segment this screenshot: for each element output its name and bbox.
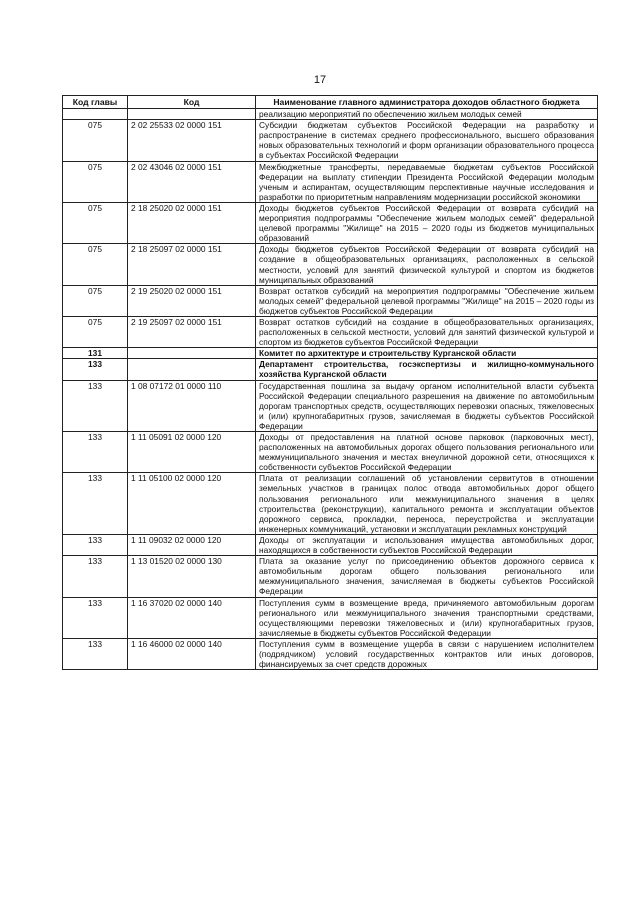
chapter-code-cell: 075 — [63, 202, 128, 243]
header-code: Код — [128, 96, 256, 109]
page-number: 17 — [313, 74, 327, 86]
table-row — [63, 380, 598, 431]
chapter-code-cell: 075 — [63, 161, 128, 202]
administrator-name-cell: Поступления сумм в возмещение вреда, причиняемого автомобильным дорогам регионального или межмуниципального значения транспортными средствами, осуществляющими перевозки тяжеловесных и (или) крупногабаритных грузов, зачисляемые в бюджеты субъектов Российской Федерации — [256, 597, 598, 638]
table-row — [63, 109, 598, 120]
administrator-name-cell: Плата от реализации соглашений об установлении сервитутов в отношении земельных участков в границах полос отвода автомобильных дорог общего пользования регионального или межмуниципального значения в целях строительства (реконструкции), капитального ремонта и эксплуатации объектов дорожного сервиса, прокладки, переноса, переустройства и эксплуатации инженерных коммуникаций, установки и эксплуатации рекламных конструкций — [256, 473, 598, 535]
table-row — [63, 161, 598, 202]
budget-code-cell: 2 18 25097 02 0000 151 — [128, 244, 256, 285]
header-chapter-code: Код главы — [63, 96, 128, 109]
administrator-name-cell: Возврат остатков субсидий на мероприятия подпрограммы "Обеспечение жильем молодых семей" федеральной целевой программы "Жилище" на 2015 – 2020 годы из бюджетов субъектов Российской Федерации — [256, 285, 598, 316]
chapter-code-cell: 133 — [63, 380, 128, 431]
budget-code-cell: 2 02 25533 02 0000 151 — [128, 120, 256, 161]
budget-code-cell: 2 19 25097 02 0000 151 — [128, 316, 256, 347]
table-header-row — [63, 96, 598, 109]
header-administrator-name: Наименование главного администратора доходов областного бюджета — [256, 96, 598, 109]
table-section-row — [63, 348, 598, 359]
chapter-code-cell: 075 — [63, 244, 128, 285]
budget-code-cell: 1 11 05100 02 0000 120 — [128, 473, 256, 535]
budget-code-cell: 1 16 37020 02 0000 140 — [128, 597, 256, 638]
administrator-name-cell: Субсидии бюджетам субъектов Российской Федерации на разработку и распространение в системах среднего профессионального, высшего образования новых образовательных технологий и форм организации образовательного процесса в субъектах Российской Федерации — [256, 120, 598, 161]
chapter-code-cell: 075 — [63, 285, 128, 316]
table-row — [63, 202, 598, 243]
budget-code-cell: 1 16 46000 02 0000 140 — [128, 638, 256, 669]
table-row — [63, 285, 598, 316]
administrator-name-cell: Возврат остатков субсидий на создание в общеобразовательных организациях, расположенных в сельской местности, условий для занятий физической культурой и спортом из бюджетов субъектов Российской Федерации — [256, 316, 598, 347]
budget-code-cell — [128, 348, 256, 359]
budget-code-cell — [128, 109, 256, 120]
administrator-name-cell: реализацию мероприятий по обеспечению жильем молодых семей — [256, 109, 598, 120]
table-row — [63, 120, 598, 161]
budget-code-cell: 1 11 09032 02 0000 120 — [128, 534, 256, 555]
chapter-code-cell: 131 — [63, 348, 128, 359]
administrator-name-cell: Плата за оказание услуг по присоединению объектов дорожного сервиса к автомобильным дорогам общего пользования регионального или межмуниципального значения, зачисляемая в бюджеты субъектов Российской Федерации — [256, 556, 598, 597]
table-row — [63, 432, 598, 473]
table-row — [63, 534, 598, 555]
chapter-code-cell: 133 — [63, 359, 128, 380]
table-row — [63, 316, 598, 347]
table-row — [63, 556, 598, 597]
administrator-name-cell: Доходы бюджетов субъектов Российской Федерации от возврата субсидий на мероприятия подпрограммы "Обеспечение жильем молодых семей" федеральной целевой программы "Жилище" на 2015 – 2020 годы из бюджетов муниципальных образований — [256, 202, 598, 243]
budget-code-cell: 2 02 43046 02 0000 151 — [128, 161, 256, 202]
chapter-code-cell — [63, 109, 128, 120]
administrator-name-cell: Поступления сумм в возмещение ущерба в связи с нарушением исполнителем (подрядчиком) условий государственных контрактов или иных договоров, финансируемых за счет средств дорожных — [256, 638, 598, 669]
administrator-name-cell: Комитет по архитектуре и строительству Курганской области — [256, 348, 598, 359]
administrator-name-cell: Межбюджетные трансферты, передаваемые бюджетам субъектов Российской Федерации на выплату стипендии Президента Российской Федерации молодым ученым и аспирантам, осуществляющим перспективные научные исследования и разработки по приоритетным направлениям модернизации российской экономики — [256, 161, 598, 202]
chapter-code-cell: 133 — [63, 638, 128, 669]
administrator-name-cell: Департамент строительства, госэкспертизы и жилищно-коммунального хозяйства Курганской области — [256, 359, 598, 380]
administrator-name-cell: Доходы бюджетов субъектов Российской Федерации от возврата субсидий на создание в общеобразовательных организациях, расположенных в сельской местности, условий для занятий физической культурой и спортом из бюджетов муниципальных образований — [256, 244, 598, 285]
budget-code-cell: 1 08 07172 01 0000 110 — [128, 380, 256, 431]
chapter-code-cell: 133 — [63, 432, 128, 473]
administrator-name-cell: Государственная пошлина за выдачу органом исполнительной власти субъекта Российской Федерации специального разрешения на движение по автомобильным дорогам транспортных средств, осуществляющих перевозки опасных, тяжеловесных и (или) крупногабаритных грузов, зачисляемая в бюджеты субъектов Российской Федерации — [256, 380, 598, 431]
chapter-code-cell: 133 — [63, 556, 128, 597]
chapter-code-cell: 075 — [63, 316, 128, 347]
budget-code-cell — [128, 359, 256, 380]
budget-code-cell: 1 13 01520 02 0000 130 — [128, 556, 256, 597]
administrator-name-cell: Доходы от предоставления на платной основе парковок (парковочных мест), расположенных на автомобильных дорогах общего пользования регионального или межмуниципального значения и местах внеуличной дорожной сети, относящихся к собственности субъектов Российской Федерации — [256, 432, 598, 473]
revenue-administrators-table — [62, 95, 598, 670]
table-row — [63, 638, 598, 669]
administrator-name-cell: Доходы от эксплуатации и использования имущества автомобильных дорог, находящихся в собственности субъектов Российской Федерации — [256, 534, 598, 555]
chapter-code-cell: 133 — [63, 534, 128, 555]
table-row — [63, 473, 598, 535]
budget-code-cell: 2 18 25020 02 0000 151 — [128, 202, 256, 243]
chapter-code-cell: 075 — [63, 120, 128, 161]
budget-code-cell: 2 19 25020 02 0000 151 — [128, 285, 256, 316]
table-row — [63, 597, 598, 638]
budget-code-cell: 1 11 05091 02 0000 120 — [128, 432, 256, 473]
table-row — [63, 244, 598, 285]
chapter-code-cell: 133 — [63, 473, 128, 535]
chapter-code-cell: 133 — [63, 597, 128, 638]
table-section-row — [63, 359, 598, 380]
